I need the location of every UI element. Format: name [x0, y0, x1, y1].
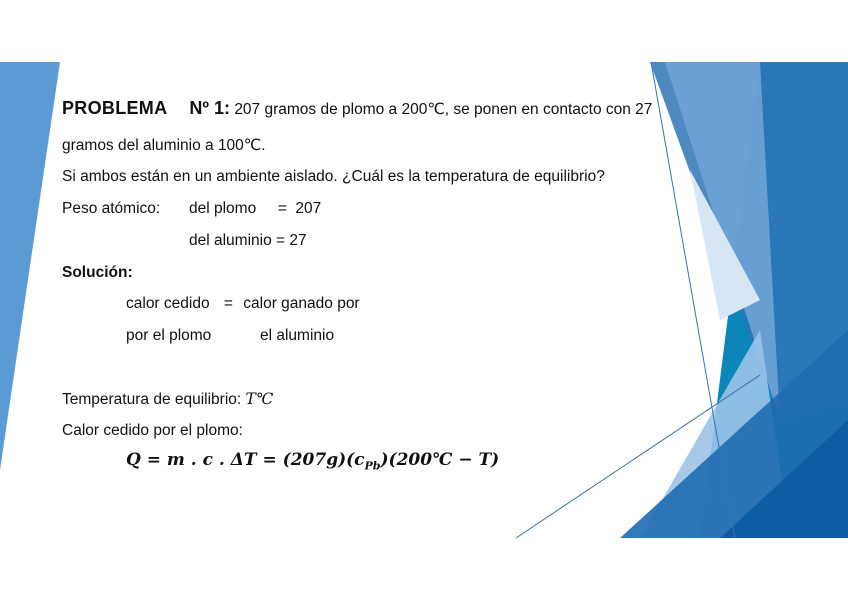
problem-line-1 [62, 98, 652, 119]
solution-by-lead: por el plomo [126, 327, 212, 344]
solution-row-1 [126, 295, 360, 313]
problem-statement-1: 207 gramos de plomo a 200℃, se ponen en contacto con 27 [234, 101, 653, 118]
left-blue-stripe [0, 62, 60, 470]
atomic-weight-label: Peso atómico: [62, 200, 161, 217]
heat-released-label: Calor cedido por el plomo: [62, 422, 243, 439]
formula-lhs: Q = m . c . ΔT = (207g)(c [126, 450, 365, 470]
solution-heat-gained: calor ganado por [243, 295, 360, 312]
solution-heat-released: calor cedido [126, 295, 210, 312]
solution-row-2 [126, 327, 334, 345]
solution-label: Solución: [62, 264, 133, 281]
atomic-weight-lead: del plomo = 207 [189, 200, 322, 217]
equilibrium-symbol: T℃ [245, 390, 274, 408]
problem-number: Nº 1: [189, 98, 230, 118]
problem-question: Si ambos están en un ambiente aislado. ¿Cuál es la temperatura de equilibrio? [62, 168, 605, 185]
equilibrium-row [62, 390, 273, 409]
atomic-weight-aluminum: del aluminio = 27 [189, 232, 307, 249]
heat-formula [126, 450, 499, 472]
problem-title: PROBLEMA [62, 98, 168, 118]
problem-statement-2: gramos del aluminio a 100℃. [62, 137, 266, 154]
formula-rhs: )(200℃ − T) [380, 450, 500, 470]
formula-subscript: Pb [364, 459, 381, 473]
atomic-weight-row-1 [62, 200, 321, 218]
solution-aluminum: el aluminio [260, 327, 335, 344]
solution-equals: = [223, 295, 233, 312]
equilibrium-label: Temperatura de equilibrio: [62, 391, 246, 408]
